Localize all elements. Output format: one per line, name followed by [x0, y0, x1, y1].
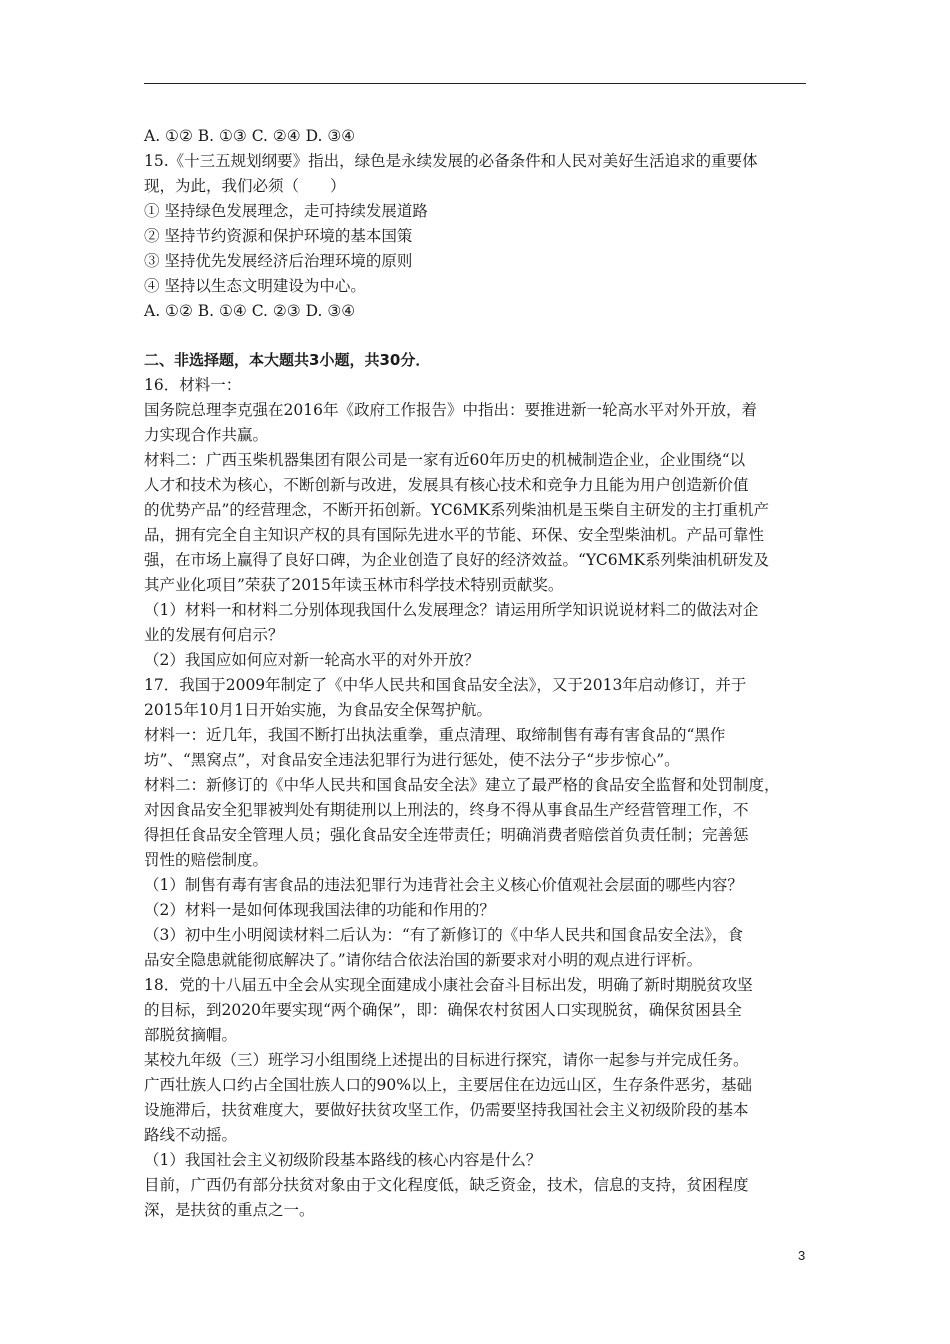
text-line: （2）我国应如何应对新一轮高水平的对外开放？	[144, 651, 480, 669]
document-body	[144, 124, 808, 1223]
text-line: （1）我国社会主义初级阶段基本路线的核心内容是什么？	[144, 1151, 542, 1169]
text-line: 部脱贫摘帽。	[144, 1026, 238, 1044]
text-line: 18．党的十八届五中全会从实现全面建成小康社会奋斗目标出发，明确了新时期脱贫攻坚	[144, 976, 753, 994]
text-line: （1）材料一和材料二分别体现我国什么发展理念？请运用所学知识说说材料二的做法对企	[144, 601, 759, 619]
text-line: 某校九年级（三）班学习小组围绕上述提出的目标进行探究，请你一起参与并完成任务。	[144, 1051, 749, 1069]
text-line: 品，拥有完全自主知识产权的具有国际先进水平的节能、环保、安全型柴油机。产品可靠性	[144, 526, 765, 544]
text-line: （3）初中生小明阅读材料二后认为：“有了新修订的《中华人民共和国食品安全法》，食	[144, 926, 744, 944]
text-line: A. ①② B. ①④ C. ②③ D. ③④	[144, 302, 356, 320]
text-line: 广西壮族人口约占全国壮族人口的90%以上，主要居住在边远山区，生存条件恶劣，基础	[144, 1076, 752, 1094]
text-line: 材料二：新修订的《中华人民共和国食品安全法》建立了最严格的食品安全监督和处罚制度，	[144, 776, 780, 794]
text-line: 力实现合作共赢。	[144, 426, 269, 444]
text-line: 15.《十三五规划纲要》指出，绿色是永续发展的必备条件和人民对美好生活追求的重要体	[144, 152, 758, 170]
text-line: 品安全隐患就能彻底解决了。”请你结合依法治国的新要求对小明的观点进行评析。	[144, 951, 703, 969]
text-line: 其产业化项目”荣获了2015年读玉林市科学技术特别贡献奖。	[144, 576, 564, 594]
text-line: 设施滞后，扶贫难度大，要做好扶贫攻坚工作，仍需要坚持我国社会主义初级阶段的基本	[144, 1101, 749, 1119]
page-number: 3	[798, 1248, 806, 1263]
text-line: 2015年10月1日开始实施，为食品安全保驾护航。	[144, 701, 493, 719]
text-line: 强，在市场上赢得了良好口碑，为企业创造了良好的经济效益。“YC6MK系列柴油机研发及	[144, 551, 770, 569]
text-line: ② 坚持节约资源和保护环境的基本国策	[144, 227, 413, 245]
text-line: ④ 坚持以生态文明建设为中心。	[144, 277, 366, 295]
text-line: 现，为此，我们必须（ ）	[144, 177, 346, 195]
text-line: 材料二：广西玉柴机器集团有限公司是一家有近60年历史的机械制造企业，企业围绕“以	[144, 451, 746, 469]
text-line: 罚性的赔偿制度。	[144, 851, 269, 869]
text-line: 国务院总理李克强在2016年《政府工作报告》中指出：要推进新一轮高水平对外开放，着	[144, 401, 757, 419]
text-line: 坊”、“黑窝点”，对食品安全违法犯罪行为进行惩处，使不法分子“步步惊心”。	[144, 751, 680, 769]
text-line: 的优势产品”的经营理念，不断开拓创新。YC6MK系列柴油机是玉柴自主研发的主打重机产	[144, 501, 770, 519]
text-line: 路线不动摇。	[144, 1126, 238, 1144]
header-rule	[144, 83, 806, 84]
text-line: （1）制售有毒有害食品的违法犯罪行为违背社会主义核心价值观社会层面的哪些内容？	[144, 876, 743, 894]
question-block-16-18	[144, 373, 808, 1223]
text-line: ③ 坚持优先发展经济后治理环境的原则	[144, 252, 413, 270]
section-gap	[144, 324, 808, 348]
question-block-14-15	[144, 124, 808, 324]
text-line: 人才和技术为核心，不断创新与改进，发展具有核心技术和竞争力且能为用户创造新价值	[144, 476, 749, 494]
text-line: ① 坚持绿色发展理念，走可持续发展道路	[144, 202, 428, 220]
text-line: 目前，广西仍有部分扶贫对象由于文化程度低，缺乏资金，技术，信息的支持，贫困程度	[144, 1176, 749, 1194]
text-line: A. ①② B. ①③ C. ②④ D. ③④	[144, 127, 356, 145]
text-line: 对因食品安全犯罪被判处有期徒刑以上刑法的，终身不得从事食品生产经营管理工作，不	[144, 801, 749, 819]
text-line: 得担任食品安全管理人员；强化食品安全连带责任；明确消费者赔偿首负责任制；完善惩	[144, 826, 749, 844]
text-line: （2）材料一是如何体现我国法律的功能和作用的？	[144, 901, 495, 919]
text-line: 16．材料一：	[144, 376, 242, 394]
text-line: 的目标，到2020年要实现“两个确保”，即：确保农村贫困人口实现脱贫，确保贫困县全	[144, 1001, 742, 1019]
text-line: 深，是扶贫的重点之一。	[144, 1201, 315, 1219]
section-heading: 二、非选择题，本大题共3小题，共30分．	[144, 351, 431, 369]
text-line: 17．我国于2009年制定了《中华人民共和国食品安全法》，又于2013年启动修订，并于	[144, 676, 747, 694]
text-line: 材料一：近几年，我国不断打出执法重拳，重点清理、取缔制售有毒有害食品的“黑作	[144, 726, 726, 744]
text-line: 业的发展有何启示？	[144, 626, 284, 644]
